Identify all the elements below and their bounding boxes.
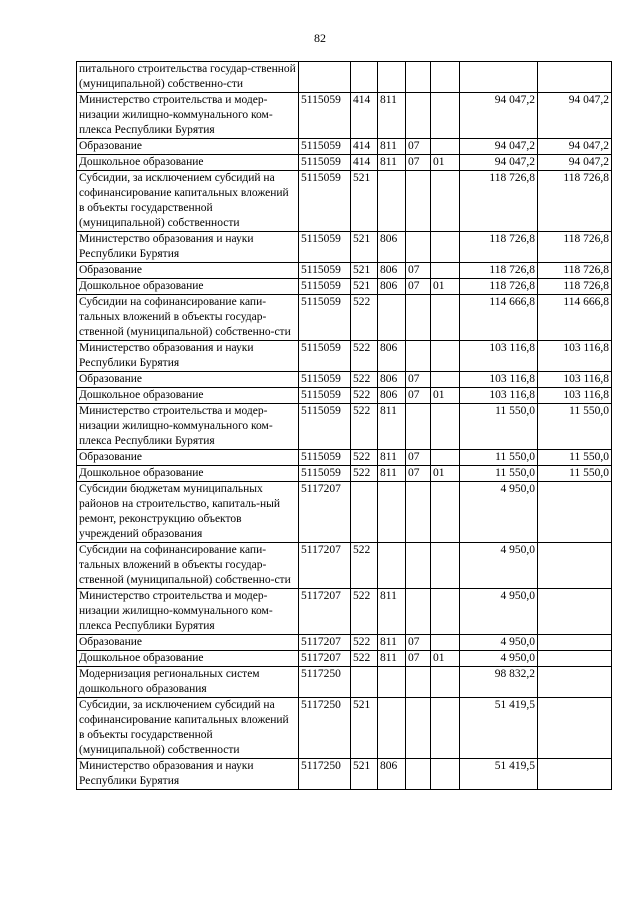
amount-2-cell: 118 726,8	[538, 232, 612, 263]
amount-2-cell	[538, 667, 612, 698]
table-row	[77, 589, 612, 635]
expense-type-code-cell: 414	[351, 139, 378, 155]
ministry-code-cell: 811	[378, 651, 406, 667]
target-article-code-cell: 5115059	[299, 139, 351, 155]
expense-type-code-cell	[351, 667, 378, 698]
amount-1-cell: 118 726,8	[460, 171, 538, 232]
amount-1-cell: 4 950,0	[460, 589, 538, 635]
amount-2-cell	[538, 635, 612, 651]
amount-1-cell: 51 419,5	[460, 759, 538, 790]
expense-type-code-cell: 522	[351, 341, 378, 372]
target-article-code-cell: 5115059	[299, 279, 351, 295]
amount-2-cell: 114 666,8	[538, 295, 612, 341]
row-description-cell: Дошкольное образование	[77, 651, 299, 667]
section-code-cell: 07	[406, 651, 431, 667]
ministry-code-cell: 811	[378, 466, 406, 482]
table-row	[77, 372, 612, 388]
expense-type-code-cell: 521	[351, 698, 378, 759]
ministry-code-cell: 806	[378, 263, 406, 279]
section-code-cell	[406, 759, 431, 790]
target-article-code-cell: 5115059	[299, 450, 351, 466]
row-description-cell: Модернизация региональных систем дошкольного образования	[77, 667, 299, 698]
expense-type-code-cell: 522	[351, 466, 378, 482]
row-description-cell: Дошкольное образование	[77, 388, 299, 404]
target-article-code-cell: 5115059	[299, 295, 351, 341]
target-article-code-cell: 5117207	[299, 651, 351, 667]
expense-type-code-cell: 522	[351, 404, 378, 450]
subsection-code-cell	[431, 372, 460, 388]
table-row	[77, 139, 612, 155]
amount-1-cell: 114 666,8	[460, 295, 538, 341]
target-article-code-cell: 5115059	[299, 388, 351, 404]
section-code-cell: 07	[406, 372, 431, 388]
section-code-cell: 07	[406, 279, 431, 295]
table-row	[77, 232, 612, 263]
expense-type-code-cell	[351, 62, 378, 93]
amount-1-cell: 94 047,2	[460, 139, 538, 155]
amount-2-cell	[538, 62, 612, 93]
ministry-code-cell	[378, 543, 406, 589]
ministry-code-cell: 806	[378, 341, 406, 372]
row-description-cell: Министерство образования и науки Республики Бурятия	[77, 232, 299, 263]
table-row	[77, 295, 612, 341]
amount-2-cell	[538, 698, 612, 759]
target-article-code-cell: 5115059	[299, 232, 351, 263]
row-description-cell: Министерство образования и науки Республики Бурятия	[77, 759, 299, 790]
row-description-cell: Субсидии бюджетам муниципальных районов на строительство, капиталь-ный ремонт, реконструкцию объектов учреждений образования	[77, 482, 299, 543]
section-code-cell: 07	[406, 466, 431, 482]
amount-2-cell	[538, 759, 612, 790]
expense-type-code-cell: 522	[351, 295, 378, 341]
ministry-code-cell: 806	[378, 388, 406, 404]
expense-type-code-cell: 522	[351, 372, 378, 388]
amount-1-cell: 118 726,8	[460, 263, 538, 279]
page-number: 82	[314, 31, 326, 45]
section-code-cell	[406, 341, 431, 372]
ministry-code-cell	[378, 62, 406, 93]
ministry-code-cell: 811	[378, 155, 406, 171]
target-article-code-cell: 5115059	[299, 404, 351, 450]
section-code-cell	[406, 62, 431, 93]
subsection-code-cell	[431, 667, 460, 698]
amount-1-cell: 103 116,8	[460, 372, 538, 388]
ministry-code-cell	[378, 482, 406, 543]
budget-table	[76, 61, 612, 790]
table-row	[77, 482, 612, 543]
subsection-code-cell	[431, 232, 460, 263]
subsection-code-cell	[431, 93, 460, 139]
amount-1-cell: 98 832,2	[460, 667, 538, 698]
section-code-cell	[406, 93, 431, 139]
subsection-code-cell: 01	[431, 651, 460, 667]
ministry-code-cell	[378, 698, 406, 759]
row-description-cell: Образование	[77, 372, 299, 388]
ministry-code-cell	[378, 295, 406, 341]
target-article-code-cell	[299, 62, 351, 93]
table-row	[77, 651, 612, 667]
subsection-code-cell	[431, 263, 460, 279]
ministry-code-cell: 811	[378, 589, 406, 635]
subsection-code-cell	[431, 450, 460, 466]
section-code-cell	[406, 543, 431, 589]
expense-type-code-cell: 522	[351, 450, 378, 466]
row-description-cell: Образование	[77, 635, 299, 651]
amount-2-cell: 94 047,2	[538, 93, 612, 139]
amount-2-cell: 94 047,2	[538, 155, 612, 171]
row-description-cell: Министерство строительства и модер-низации жилищно-коммунального ком-плекса Республики Бурятия	[77, 404, 299, 450]
expense-type-code-cell: 414	[351, 93, 378, 139]
ministry-code-cell: 806	[378, 279, 406, 295]
amount-2-cell: 118 726,8	[538, 263, 612, 279]
table-row	[77, 341, 612, 372]
amount-1-cell: 94 047,2	[460, 155, 538, 171]
amount-1-cell: 94 047,2	[460, 93, 538, 139]
amount-2-cell	[538, 482, 612, 543]
ministry-code-cell: 811	[378, 450, 406, 466]
subsection-code-cell	[431, 295, 460, 341]
row-description-cell: Образование	[77, 450, 299, 466]
amount-2-cell	[538, 651, 612, 667]
table-row	[77, 171, 612, 232]
subsection-code-cell: 01	[431, 155, 460, 171]
target-article-code-cell: 5115059	[299, 263, 351, 279]
target-article-code-cell: 5115059	[299, 171, 351, 232]
amount-2-cell: 11 550,0	[538, 466, 612, 482]
ministry-code-cell: 811	[378, 404, 406, 450]
expense-type-code-cell: 521	[351, 232, 378, 263]
amount-2-cell: 11 550,0	[538, 450, 612, 466]
ministry-code-cell: 811	[378, 635, 406, 651]
amount-1-cell: 4 950,0	[460, 651, 538, 667]
ministry-code-cell: 811	[378, 93, 406, 139]
row-description-cell: Дошкольное образование	[77, 466, 299, 482]
table-row	[77, 635, 612, 651]
ministry-code-cell	[378, 667, 406, 698]
expense-type-code-cell: 522	[351, 388, 378, 404]
subsection-code-cell	[431, 698, 460, 759]
section-code-cell	[406, 171, 431, 232]
amount-2-cell: 118 726,8	[538, 171, 612, 232]
amount-1-cell: 4 950,0	[460, 482, 538, 543]
subsection-code-cell: 01	[431, 466, 460, 482]
section-code-cell: 07	[406, 450, 431, 466]
section-code-cell: 07	[406, 388, 431, 404]
amount-2-cell: 118 726,8	[538, 279, 612, 295]
amount-1-cell: 11 550,0	[460, 450, 538, 466]
target-article-code-cell: 5117250	[299, 667, 351, 698]
expense-type-code-cell: 522	[351, 543, 378, 589]
table-row	[77, 388, 612, 404]
amount-1-cell: 103 116,8	[460, 388, 538, 404]
target-article-code-cell: 5117250	[299, 698, 351, 759]
subsection-code-cell: 01	[431, 388, 460, 404]
ministry-code-cell: 806	[378, 232, 406, 263]
ministry-code-cell: 806	[378, 372, 406, 388]
expense-type-code-cell: 414	[351, 155, 378, 171]
expense-type-code-cell: 522	[351, 651, 378, 667]
table-row	[77, 404, 612, 450]
amount-2-cell: 103 116,8	[538, 372, 612, 388]
table-row	[77, 62, 612, 93]
section-code-cell	[406, 232, 431, 263]
subsection-code-cell	[431, 482, 460, 543]
amount-2-cell: 94 047,2	[538, 139, 612, 155]
section-code-cell	[406, 589, 431, 635]
target-article-code-cell: 5117207	[299, 635, 351, 651]
expense-type-code-cell: 521	[351, 759, 378, 790]
section-code-cell	[406, 698, 431, 759]
expense-type-code-cell: 521	[351, 279, 378, 295]
table-body	[77, 62, 612, 790]
amount-2-cell	[538, 543, 612, 589]
subsection-code-cell	[431, 139, 460, 155]
target-article-code-cell: 5115059	[299, 466, 351, 482]
table-row	[77, 759, 612, 790]
expense-type-code-cell: 522	[351, 589, 378, 635]
subsection-code-cell	[431, 543, 460, 589]
amount-1-cell: 51 419,5	[460, 698, 538, 759]
subsection-code-cell	[431, 404, 460, 450]
subsection-code-cell	[431, 635, 460, 651]
table-row	[77, 543, 612, 589]
row-description-cell: Министерство строительства и модер-низации жилищно-коммунального ком-плекса Республики Бурятия	[77, 589, 299, 635]
ministry-code-cell: 806	[378, 759, 406, 790]
amount-1-cell	[460, 62, 538, 93]
amount-1-cell: 118 726,8	[460, 232, 538, 263]
row-description-cell: Министерство строительства и модер-низации жилищно-коммунального ком-плекса Республики Бурятия	[77, 93, 299, 139]
target-article-code-cell: 5115059	[299, 93, 351, 139]
target-article-code-cell: 5117207	[299, 589, 351, 635]
subsection-code-cell	[431, 171, 460, 232]
expense-type-code-cell: 522	[351, 635, 378, 651]
amount-1-cell: 11 550,0	[460, 404, 538, 450]
ministry-code-cell	[378, 171, 406, 232]
row-description-cell: питального строительства государ-ственной (муниципальной) собственно-сти	[77, 62, 299, 93]
target-article-code-cell: 5115059	[299, 155, 351, 171]
ministry-code-cell: 811	[378, 139, 406, 155]
amount-1-cell: 103 116,8	[460, 341, 538, 372]
section-code-cell	[406, 404, 431, 450]
subsection-code-cell	[431, 759, 460, 790]
row-description-cell: Дошкольное образование	[77, 155, 299, 171]
amount-2-cell: 103 116,8	[538, 341, 612, 372]
amount-2-cell: 103 116,8	[538, 388, 612, 404]
row-description-cell: Субсидии, за исключением субсидий на софинансирование капитальных вложений в объекты государственной (муниципальной) собственности	[77, 171, 299, 232]
subsection-code-cell	[431, 341, 460, 372]
table-row	[77, 466, 612, 482]
row-description-cell: Министерство образования и науки Республики Бурятия	[77, 341, 299, 372]
amount-2-cell	[538, 589, 612, 635]
table-row	[77, 279, 612, 295]
table-row	[77, 450, 612, 466]
table-row	[77, 698, 612, 759]
row-description-cell: Образование	[77, 139, 299, 155]
amount-2-cell: 11 550,0	[538, 404, 612, 450]
row-description-cell: Субсидии на софинансирование капи-тальных вложений в объекты государ-ственной (муниципальной) собственно-сти	[77, 295, 299, 341]
section-code-cell: 07	[406, 635, 431, 651]
row-description-cell: Образование	[77, 263, 299, 279]
target-article-code-cell: 5115059	[299, 372, 351, 388]
row-description-cell: Субсидии, за исключением субсидий на софинансирование капитальных вложений в объекты государственной (муниципальной) собственности	[77, 698, 299, 759]
target-article-code-cell: 5117207	[299, 543, 351, 589]
row-description-cell: Дошкольное образование	[77, 279, 299, 295]
section-code-cell: 07	[406, 263, 431, 279]
subsection-code-cell	[431, 589, 460, 635]
target-article-code-cell: 5115059	[299, 341, 351, 372]
amount-1-cell: 4 950,0	[460, 543, 538, 589]
row-description-cell: Субсидии на софинансирование капи-тальных вложений в объекты государ-ственной (муниципальной) собственно-сти	[77, 543, 299, 589]
expense-type-code-cell	[351, 482, 378, 543]
section-code-cell	[406, 295, 431, 341]
expense-type-code-cell: 521	[351, 263, 378, 279]
amount-1-cell: 4 950,0	[460, 635, 538, 651]
section-code-cell: 07	[406, 139, 431, 155]
amount-1-cell: 118 726,8	[460, 279, 538, 295]
subsection-code-cell: 01	[431, 279, 460, 295]
target-article-code-cell: 5117207	[299, 482, 351, 543]
table-row	[77, 667, 612, 698]
section-code-cell	[406, 482, 431, 543]
subsection-code-cell	[431, 62, 460, 93]
table-row	[77, 93, 612, 139]
section-code-cell: 07	[406, 155, 431, 171]
table-row	[77, 263, 612, 279]
expense-type-code-cell: 521	[351, 171, 378, 232]
table-row	[77, 155, 612, 171]
section-code-cell	[406, 667, 431, 698]
amount-1-cell: 11 550,0	[460, 466, 538, 482]
target-article-code-cell: 5117250	[299, 759, 351, 790]
